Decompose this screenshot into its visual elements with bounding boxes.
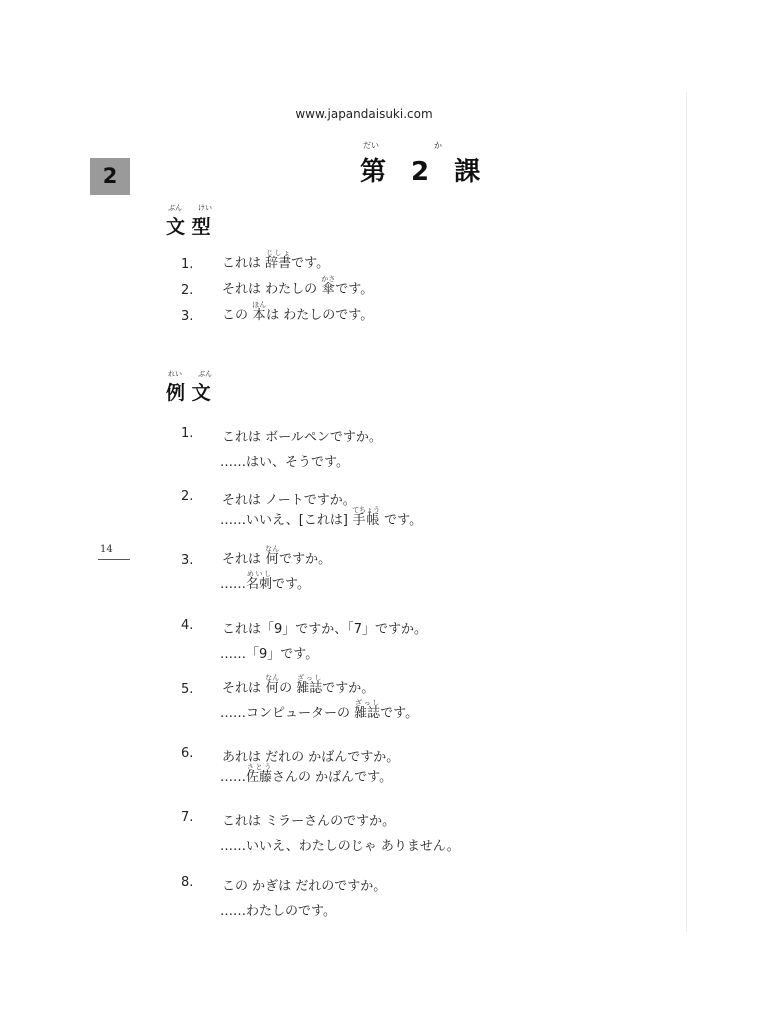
kanji: 何 xyxy=(265,552,280,567)
lesson-title-text: 第 2 課 xyxy=(360,157,489,187)
item-number: 5. xyxy=(181,682,194,697)
kanji: 雑誌 xyxy=(296,681,323,696)
item-number: 3. xyxy=(181,553,194,568)
reibun-question-1: これは ボールペンですか。 xyxy=(222,430,382,445)
reibun-answer-6: ……佐藤さとうさんの かばんです。 xyxy=(220,763,393,785)
kanji: 傘 xyxy=(321,282,336,297)
reibun-question-4: これは「9」ですか、「7」ですか。 xyxy=(222,622,428,637)
reibun-answer-7: ……いいえ、わたしのじゃ ありません。 xyxy=(220,839,460,854)
bunkei-sentence-3: この 本ほんは わたしのです。 xyxy=(222,301,374,323)
heading-ruby: れい xyxy=(168,370,182,378)
item-number: 2. xyxy=(181,283,194,298)
heading-text: 文 型 xyxy=(166,216,211,238)
heading-text: 例 文 xyxy=(166,382,211,404)
kanji: 佐藤 xyxy=(246,770,273,785)
reibun-answer-2: ……いいえ、[これは] 手帳てちょう です。 xyxy=(220,506,423,528)
page-number: 14 xyxy=(100,544,113,555)
reibun-question-3: それは 何なんですか。 xyxy=(222,545,332,567)
lesson-title xyxy=(350,140,489,190)
item-number: 6. xyxy=(181,746,194,761)
reibun-answer-5: ……コンピューターの 雑誌ざっしです。 xyxy=(220,699,419,721)
kanji: 何 xyxy=(265,681,280,696)
section-heading-bunkei xyxy=(166,204,212,239)
item-number: 2. xyxy=(181,489,194,504)
item-number: 8. xyxy=(181,875,194,890)
item-number: 3. xyxy=(181,309,194,324)
section-heading-reibun xyxy=(166,370,212,405)
source-url: www.japandaisuki.com xyxy=(295,107,433,121)
reibun-question-8: この かぎは だれのですか。 xyxy=(222,879,387,894)
item-number: 4. xyxy=(181,618,194,633)
lesson-title-ruby-dai: だい xyxy=(363,141,379,150)
kanji: 辞書 xyxy=(265,256,292,271)
reibun-answer-4: ……「9」です。 xyxy=(220,647,319,662)
page-number-rule xyxy=(98,559,130,560)
reibun-answer-3: ……名刺めいしです。 xyxy=(220,570,310,592)
bunkei-sentence-2: それは わたしの 傘かさです。 xyxy=(222,275,374,297)
page-gutter-divider xyxy=(686,92,687,932)
item-number: 1. xyxy=(181,257,194,272)
heading-ruby: ぶん xyxy=(168,204,182,212)
reibun-answer-8: ……わたしのです。 xyxy=(220,904,336,919)
heading-ruby: けい xyxy=(198,204,212,212)
lesson-title-ruby-ka: か xyxy=(434,141,442,150)
reibun-answer-1: ……はい、そうです。 xyxy=(220,455,349,470)
item-number: 7. xyxy=(181,810,194,825)
bunkei-sentence-1: これは 辞書じしょです。 xyxy=(222,249,330,271)
kanji: 本 xyxy=(252,308,267,323)
item-number: 1. xyxy=(181,426,194,441)
reibun-question-7: これは ミラーさんのですか。 xyxy=(222,814,396,829)
kanji: 雑誌 xyxy=(354,706,381,721)
chapter-badge: 2 xyxy=(90,158,130,195)
reibun-question-6: あれは だれの かばんですか。 xyxy=(222,750,400,765)
heading-ruby: ぶん xyxy=(198,370,212,378)
kanji: 手帳 xyxy=(352,513,381,528)
kanji: 名刺 xyxy=(246,577,273,592)
reibun-question-5: それは 何なんの 雑誌ざっしですか。 xyxy=(222,674,375,696)
reibun-question-2: それは ノートですか。 xyxy=(222,493,356,508)
